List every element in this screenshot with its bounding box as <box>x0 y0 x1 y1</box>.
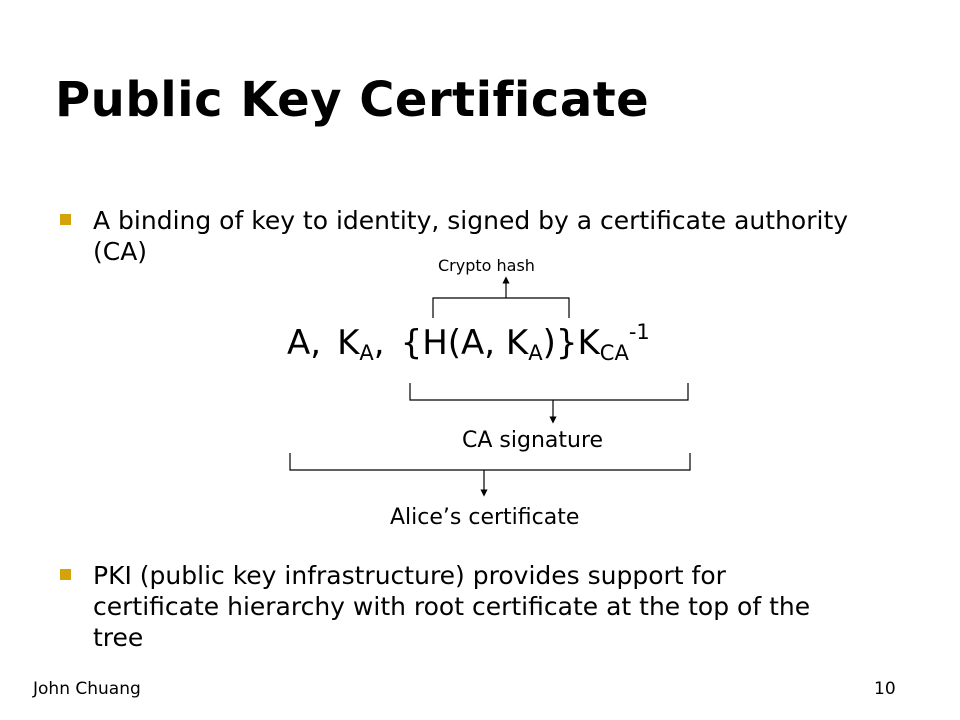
bullet-item-pki <box>60 560 860 653</box>
formula-hash-key-subscript: A <box>528 341 543 365</box>
formula-comma: , <box>373 323 385 363</box>
ca-signature-label: CA signature <box>462 428 604 453</box>
crypto-hash-label: Crypto hash <box>438 256 535 275</box>
alice-certificate-label: Alice’s certificate <box>390 505 580 530</box>
formula-hash-open: {H(A, <box>400 323 506 363</box>
bullet-text: PKI (public key infrastructure) provides support for certificate hierarchy with root certificate at the top of the tree <box>93 561 811 652</box>
crypto-hash-bracket <box>433 280 569 318</box>
formula-ca-private-key: K <box>577 323 600 363</box>
formula-hash-close: )} <box>542 323 578 363</box>
footer-author: John Chuang <box>33 679 141 699</box>
formula-hash-key: K <box>505 323 529 363</box>
bullet-marker-icon <box>60 569 71 580</box>
ca-signature-bracket <box>410 383 688 420</box>
bullet-text: A binding of key to identity, signed by a certificate authority (CA) <box>93 206 849 266</box>
formula-ca-key-subscript: CA <box>599 341 629 365</box>
formula-ca-key-superscript: -1 <box>628 320 650 344</box>
alice-certificate-bracket <box>290 453 690 493</box>
formula-public-key-subscript: A <box>359 341 374 365</box>
slide-title: Public Key Certificate <box>55 72 650 128</box>
formula-public-key: K <box>337 323 360 363</box>
formula-identity: A, <box>287 323 322 363</box>
slide-number: 10 <box>874 679 896 699</box>
